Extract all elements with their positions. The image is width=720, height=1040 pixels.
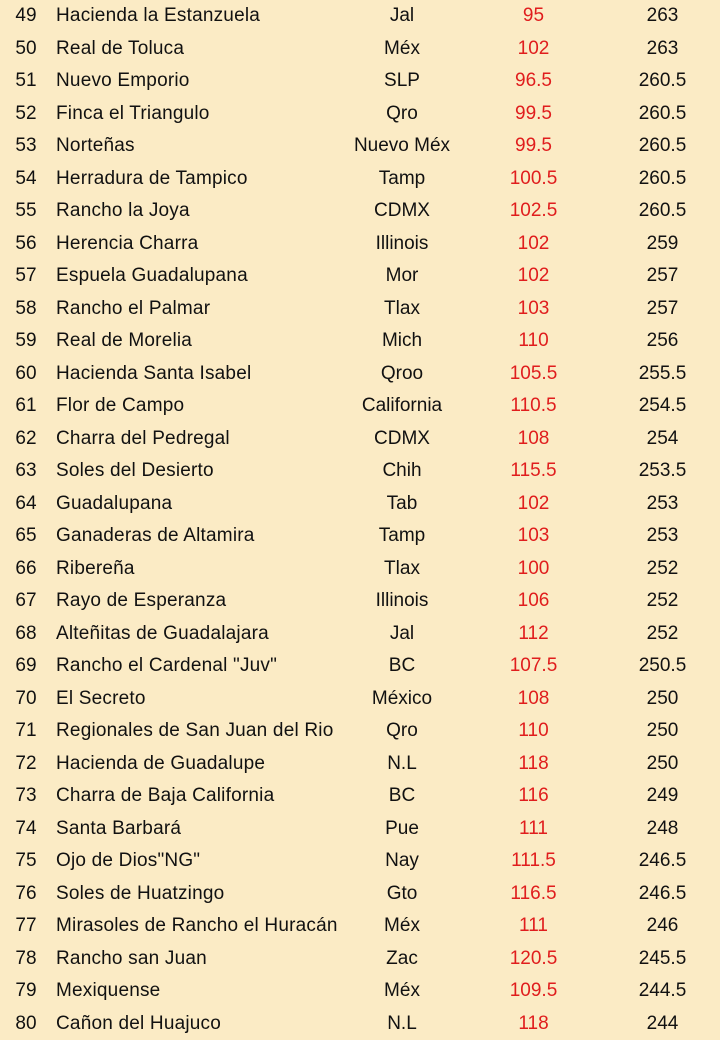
penalty-cell: 100.5 bbox=[509, 167, 558, 189]
rank-cell: 75 bbox=[15, 850, 37, 872]
state-cell: Qroo bbox=[380, 362, 424, 384]
table-row bbox=[0, 423, 720, 456]
table-row bbox=[0, 943, 720, 976]
penalty-cell: 105.5 bbox=[509, 362, 558, 384]
rank-cell: 56 bbox=[15, 232, 37, 254]
total-score-cell: 246 bbox=[646, 915, 679, 937]
team-name-cell: Charra de Baja California bbox=[56, 785, 275, 807]
penalty-cell: 95 bbox=[522, 5, 545, 27]
table-row bbox=[0, 910, 720, 943]
team-name-cell: Alteñitas de Guadalajara bbox=[56, 622, 269, 644]
table-row bbox=[0, 813, 720, 846]
total-score-cell: 253 bbox=[646, 525, 679, 547]
team-name-cell: Espuela Guadalupana bbox=[56, 265, 248, 287]
state-cell: Méx bbox=[384, 37, 420, 59]
table-row bbox=[0, 0, 720, 33]
team-name-cell: Rancho el Palmar bbox=[56, 297, 211, 319]
total-score-cell: 254 bbox=[646, 427, 679, 449]
table-row bbox=[0, 748, 720, 781]
team-name-cell: Rancho san Juan bbox=[56, 947, 207, 969]
state-cell: Qro bbox=[386, 102, 418, 124]
rank-cell: 69 bbox=[15, 655, 37, 677]
team-name-cell: Soles del Desierto bbox=[56, 460, 214, 482]
rank-cell: 61 bbox=[15, 395, 37, 417]
rank-cell: 65 bbox=[15, 525, 37, 547]
penalty-cell: 102 bbox=[517, 492, 550, 514]
team-name-cell: Guadalupana bbox=[56, 492, 173, 514]
total-score-cell: 257 bbox=[646, 297, 679, 319]
penalty-cell: 111 bbox=[519, 817, 548, 839]
state-cell: Chih bbox=[382, 460, 422, 482]
total-score-cell: 260.5 bbox=[638, 200, 687, 222]
rank-cell: 67 bbox=[15, 590, 37, 612]
total-score-cell: 260.5 bbox=[638, 102, 687, 124]
state-cell: CDMX bbox=[374, 200, 430, 222]
table-row bbox=[0, 195, 720, 228]
rank-cell: 63 bbox=[15, 460, 37, 482]
penalty-cell: 116 bbox=[518, 785, 549, 807]
table-row bbox=[0, 1008, 720, 1040]
total-score-cell: 252 bbox=[646, 557, 679, 579]
team-name-cell: Ojo de Dios"NG" bbox=[56, 850, 201, 872]
total-score-cell: 248 bbox=[646, 817, 679, 839]
rank-cell: 79 bbox=[15, 980, 37, 1002]
team-name-cell: Mirasoles de Rancho el Huracán bbox=[56, 915, 338, 937]
state-cell: SLP bbox=[384, 70, 420, 92]
penalty-cell: 106 bbox=[517, 590, 550, 612]
penalty-cell: 102 bbox=[517, 232, 550, 254]
total-score-cell: 244 bbox=[646, 1012, 679, 1034]
state-cell: Tamp bbox=[378, 167, 426, 189]
total-score-cell: 246.5 bbox=[638, 882, 687, 904]
penalty-cell: 110 bbox=[518, 330, 549, 352]
total-score-cell: 250 bbox=[646, 720, 679, 742]
total-score-cell: 259 bbox=[646, 232, 679, 254]
state-cell: BC bbox=[388, 655, 416, 677]
table-row bbox=[0, 520, 720, 553]
team-name-cell: Hacienda de Guadalupe bbox=[56, 752, 266, 774]
rank-cell: 60 bbox=[15, 362, 37, 384]
rank-cell: 78 bbox=[15, 947, 37, 969]
state-cell: Mich bbox=[381, 330, 423, 352]
table-row bbox=[0, 553, 720, 586]
state-cell: Nuevo Méx bbox=[353, 135, 451, 157]
penalty-cell: 108 bbox=[517, 427, 550, 449]
team-name-cell: Cañon del Huajuco bbox=[56, 1012, 222, 1034]
penalty-cell: 110.5 bbox=[510, 395, 557, 417]
state-cell: N.L bbox=[387, 752, 417, 774]
total-score-cell: 246.5 bbox=[638, 850, 687, 872]
rank-cell: 68 bbox=[15, 622, 37, 644]
total-score-cell: 257 bbox=[646, 265, 679, 287]
state-cell: Illinois bbox=[375, 590, 429, 612]
penalty-cell: 100 bbox=[517, 557, 550, 579]
rank-cell: 72 bbox=[15, 752, 37, 774]
total-score-cell: 244.5 bbox=[638, 980, 687, 1002]
penalty-cell: 107.5 bbox=[509, 655, 558, 677]
team-name-cell: Soles de Huatzingo bbox=[56, 882, 225, 904]
team-name-cell: Hacienda Santa Isabel bbox=[56, 362, 252, 384]
total-score-cell: 260.5 bbox=[638, 167, 687, 189]
team-name-cell: Herradura de Tampico bbox=[56, 167, 248, 189]
penalty-cell: 102 bbox=[517, 265, 550, 287]
total-score-cell: 256 bbox=[646, 330, 679, 352]
team-name-cell: Santa Barbará bbox=[56, 817, 182, 839]
rank-cell: 70 bbox=[15, 687, 37, 709]
table-row bbox=[0, 488, 720, 521]
state-cell: CDMX bbox=[374, 427, 430, 449]
rank-cell: 54 bbox=[15, 167, 37, 189]
table-row bbox=[0, 163, 720, 196]
team-name-cell: Herencia Charra bbox=[56, 232, 199, 254]
penalty-cell: 115.5 bbox=[510, 460, 557, 482]
rank-cell: 74 bbox=[15, 817, 37, 839]
state-cell: Tab bbox=[386, 492, 418, 514]
penalty-cell: 96.5 bbox=[515, 70, 552, 92]
table-row bbox=[0, 98, 720, 131]
team-name-cell: Ribereña bbox=[56, 557, 135, 579]
total-score-cell: 252 bbox=[646, 622, 679, 644]
rank-cell: 77 bbox=[15, 915, 37, 937]
table-row bbox=[0, 650, 720, 683]
state-cell: Tlax bbox=[384, 297, 420, 319]
penalty-cell: 111.5 bbox=[511, 850, 556, 872]
table-row bbox=[0, 358, 720, 391]
rank-cell: 53 bbox=[15, 135, 37, 157]
table-row bbox=[0, 715, 720, 748]
total-score-cell: 253 bbox=[646, 492, 679, 514]
penalty-cell: 118 bbox=[518, 752, 549, 774]
state-cell: N.L bbox=[387, 1012, 417, 1034]
table-row bbox=[0, 33, 720, 66]
table-row bbox=[0, 325, 720, 358]
penalty-cell: 110 bbox=[518, 720, 549, 742]
team-name-cell: Mexiquense bbox=[56, 980, 161, 1002]
penalty-cell: 112 bbox=[518, 622, 549, 644]
penalty-cell: 109.5 bbox=[509, 980, 558, 1002]
rank-cell: 58 bbox=[15, 297, 37, 319]
penalty-cell: 118 bbox=[518, 1012, 549, 1034]
total-score-cell: 250 bbox=[646, 687, 679, 709]
team-name-cell: Rancho la Joya bbox=[56, 200, 190, 222]
table-row bbox=[0, 260, 720, 293]
rank-cell: 52 bbox=[15, 102, 37, 124]
team-name-cell: El Secreto bbox=[56, 687, 146, 709]
penalty-cell: 102.5 bbox=[509, 200, 558, 222]
penalty-cell: 111 bbox=[519, 915, 548, 937]
total-score-cell: 255.5 bbox=[638, 362, 687, 384]
penalty-cell: 108 bbox=[517, 687, 550, 709]
penalty-cell: 120.5 bbox=[509, 947, 558, 969]
table-row bbox=[0, 65, 720, 98]
state-cell: California bbox=[361, 395, 443, 417]
total-score-cell: 263 bbox=[646, 5, 679, 27]
table-row bbox=[0, 228, 720, 261]
rank-cell: 62 bbox=[15, 427, 37, 449]
total-score-cell: 254.5 bbox=[638, 395, 687, 417]
total-score-cell: 260.5 bbox=[638, 70, 687, 92]
state-cell: Gto bbox=[386, 882, 418, 904]
table-row bbox=[0, 390, 720, 423]
penalty-cell: 99.5 bbox=[515, 135, 552, 157]
team-name-cell: Norteñas bbox=[56, 135, 135, 157]
rank-cell: 50 bbox=[15, 37, 37, 59]
total-score-cell: 250 bbox=[646, 752, 679, 774]
state-cell: Tlax bbox=[384, 557, 420, 579]
team-name-cell: Charra del Pedregal bbox=[56, 427, 230, 449]
table-row bbox=[0, 293, 720, 326]
rank-cell: 51 bbox=[15, 70, 37, 92]
state-cell: Zac bbox=[386, 947, 418, 969]
rank-cell: 64 bbox=[15, 492, 37, 514]
rank-cell: 66 bbox=[15, 557, 37, 579]
state-cell: Tamp bbox=[378, 525, 426, 547]
state-cell: BC bbox=[388, 785, 416, 807]
rank-cell: 55 bbox=[15, 200, 37, 222]
state-cell: Jal bbox=[389, 5, 415, 27]
penalty-cell: 103 bbox=[517, 297, 550, 319]
total-score-cell: 263 bbox=[646, 37, 679, 59]
table-row bbox=[0, 878, 720, 911]
penalty-cell: 102 bbox=[517, 37, 550, 59]
table-row bbox=[0, 455, 720, 488]
rank-cell: 80 bbox=[15, 1012, 37, 1034]
team-name-cell: Real de Morelia bbox=[56, 330, 193, 352]
penalty-cell: 116.5 bbox=[510, 882, 557, 904]
team-name-cell: Finca el Triangulo bbox=[56, 102, 210, 124]
table-row bbox=[0, 130, 720, 163]
table-row bbox=[0, 618, 720, 651]
team-name-cell: Nuevo Emporio bbox=[56, 70, 190, 92]
table-row bbox=[0, 683, 720, 716]
total-score-cell: 249 bbox=[646, 785, 679, 807]
state-cell: Nay bbox=[385, 850, 419, 872]
state-cell: Jal bbox=[389, 622, 415, 644]
team-name-cell: Flor de Campo bbox=[56, 395, 185, 417]
total-score-cell: 250.5 bbox=[638, 655, 687, 677]
table-row bbox=[0, 845, 720, 878]
rank-cell: 76 bbox=[15, 882, 37, 904]
team-name-cell: Hacienda la Estanzuela bbox=[56, 5, 261, 27]
total-score-cell: 253.5 bbox=[638, 460, 687, 482]
state-cell: Illinois bbox=[375, 232, 429, 254]
total-score-cell: 260.5 bbox=[638, 135, 687, 157]
state-cell: Qro bbox=[386, 720, 418, 742]
state-cell: Mor bbox=[385, 265, 419, 287]
team-name-cell: Regionales de San Juan del Rio bbox=[56, 720, 334, 742]
team-name-cell: Rayo de Esperanza bbox=[56, 590, 227, 612]
state-cell: Pue bbox=[385, 817, 419, 839]
penalty-cell: 103 bbox=[517, 525, 550, 547]
rank-cell: 57 bbox=[15, 265, 37, 287]
team-name-cell: Rancho el Cardenal "Juv" bbox=[56, 655, 278, 677]
rank-cell: 73 bbox=[15, 785, 37, 807]
table-row bbox=[0, 585, 720, 618]
rank-cell: 49 bbox=[15, 5, 37, 27]
total-score-cell: 245.5 bbox=[638, 947, 687, 969]
rank-cell: 71 bbox=[15, 720, 37, 742]
table-row bbox=[0, 975, 720, 1008]
penalty-cell: 99.5 bbox=[515, 102, 552, 124]
total-score-cell: 252 bbox=[646, 590, 679, 612]
state-cell: Méx bbox=[384, 915, 420, 937]
state-cell: Méx bbox=[384, 980, 420, 1002]
state-cell: México bbox=[371, 687, 433, 709]
rank-cell: 59 bbox=[15, 330, 37, 352]
team-name-cell: Real de Toluca bbox=[56, 37, 185, 59]
team-name-cell: Ganaderas de Altamira bbox=[56, 525, 255, 547]
table-row bbox=[0, 780, 720, 813]
